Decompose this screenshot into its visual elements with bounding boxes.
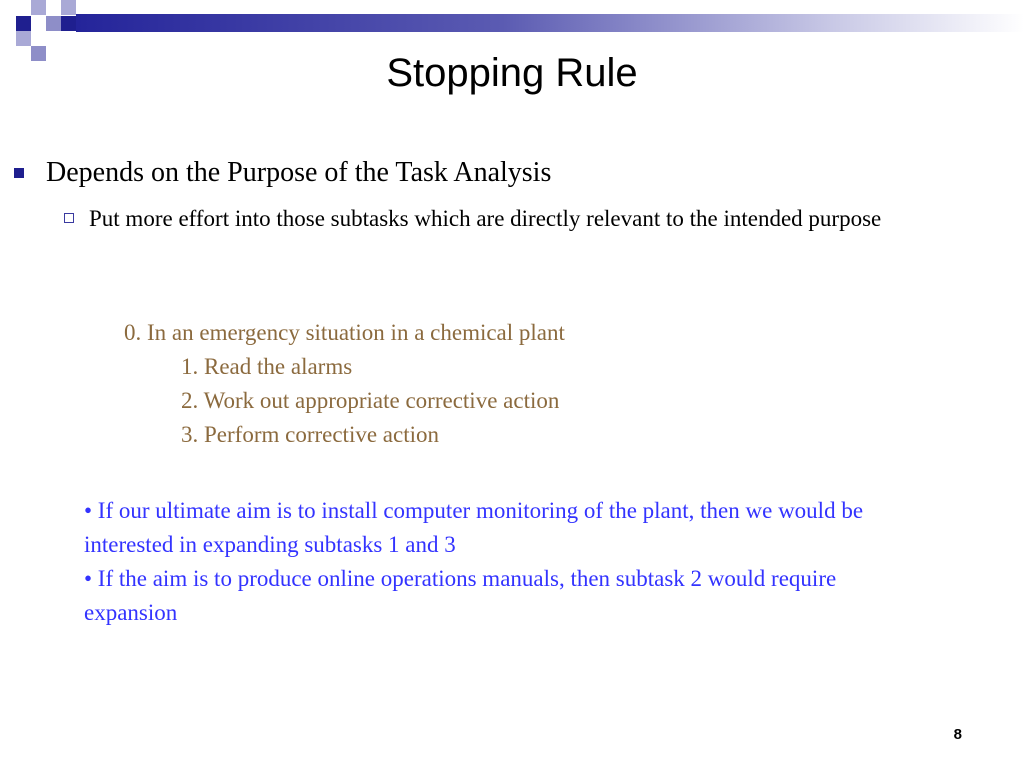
hollow-square-bullet-icon	[64, 213, 74, 223]
note-item: • If our ultimate aim is to install computer monitoring of the plant, then we would be interested in expanding subtasks 1 and 3	[84, 498, 864, 557]
bullet-level-1-text: Depends on the Purpose of the Task Analysis	[46, 157, 552, 188]
corner-square-decoration	[16, 16, 31, 31]
task-hierarchy	[124, 316, 565, 452]
subtask-item: 2. Work out appropriate corrective action	[181, 388, 560, 413]
corner-square-decoration	[61, 16, 76, 31]
corner-square-decoration	[46, 16, 61, 31]
slide-title: Stopping Rule	[386, 51, 638, 95]
subtask-item: 3. Perform corrective action	[181, 422, 439, 447]
page-number: 8	[953, 726, 962, 743]
bullet-level-1	[14, 156, 994, 190]
square-bullet-icon	[14, 168, 24, 178]
corner-square-decoration	[16, 31, 31, 46]
top-gradient-bar	[76, 14, 1024, 32]
bullet-level-2	[64, 202, 984, 236]
corner-square-decoration	[31, 0, 46, 15]
corner-square-decoration	[61, 0, 76, 15]
notes-block	[84, 494, 904, 630]
subtask-item: 1. Read the alarms	[181, 354, 353, 379]
note-item: • If the aim is to produce online operations manuals, then subtask 2 would require expansion	[84, 566, 837, 625]
bullet-level-2-text: Put more effort into those subtasks which are directly relevant to the intended purpose	[89, 206, 882, 231]
task-root: 0. In an emergency situation in a chemical plant	[124, 320, 565, 345]
